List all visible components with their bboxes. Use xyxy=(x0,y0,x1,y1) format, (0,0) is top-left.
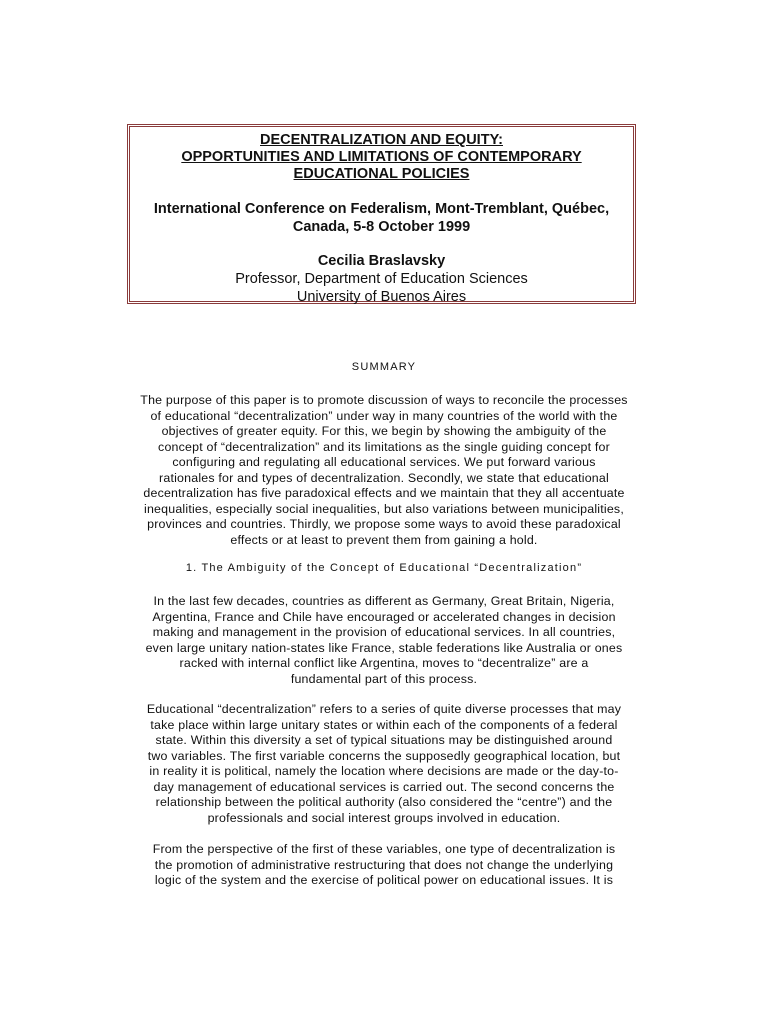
text-line: day management of educational services is carried out. The second concerns the xyxy=(153,779,615,794)
title-line: DECENTRALIZATION AND EQUITY: xyxy=(260,132,503,148)
title-line: OPPORTUNITIES AND LIMITATIONS OF CONTEMPORARY xyxy=(181,149,582,165)
affiliation-line: Professor, Department of Education Sciences xyxy=(235,271,528,287)
text-line: The purpose of this paper is to promote discussion of ways to reconcile the processes xyxy=(140,393,628,407)
text-line: of educational “decentralization” under way in many countries of the world with the xyxy=(150,408,618,423)
section-1-paragraph-1 xyxy=(108,594,660,687)
section-1-heading: 1. The Ambiguity of the Concept of Educational “Decentralization” xyxy=(185,562,583,574)
text-line: making and management in the provision of educational services. In all countries, xyxy=(152,625,616,639)
text-line: In the last few decades, countries as different as Germany, Great Britain, Nigeria, xyxy=(153,594,615,608)
section-1-paragraph-3 xyxy=(108,842,660,889)
text-line: concept of “decentralization” and its limitations as the single guiding concept for xyxy=(158,439,610,454)
text-line: in reality it is political, namely the location where decisions are made or the day-to- xyxy=(149,764,619,778)
text-line: even large unitary nation-states like France, stable federations like Australia or ones xyxy=(145,640,623,655)
text-line: rationales for and types of decentralization. Secondly, we state that educational xyxy=(159,470,609,485)
text-line: racked with internal conflict like Argentina, moves to “decentralize” are a xyxy=(179,656,589,670)
conference-line: Canada, 5-8 October 1999 xyxy=(292,219,471,235)
title-box xyxy=(127,124,636,304)
text-line: inequalities, especially social inequalities, but also variations between municipalities, xyxy=(144,501,624,516)
conference-info xyxy=(140,200,623,236)
summary-paragraph xyxy=(108,393,660,548)
author-affiliation xyxy=(130,270,633,306)
text-line: configuring and regulating all educational services. We put forward various xyxy=(172,455,596,469)
text-line: provinces and countries. Thirdly, we propose some ways to avoid these paradoxical xyxy=(147,517,621,531)
text-line: two variables. The first variable concerns the supposedly geographical location, but xyxy=(147,748,621,763)
text-line: logic of the system and the exercise of political power on educational issues. It is xyxy=(154,873,614,887)
text-line: decentralization has five paradoxical effects and we maintain that they all accentuate xyxy=(143,486,625,500)
section-1-paragraph-2 xyxy=(108,702,660,826)
text-line: state. Within this diversity a set of typical situations may be distinguished around xyxy=(155,733,613,747)
paper-title xyxy=(130,132,633,183)
affiliation-line: University of Buenos Aires xyxy=(296,289,467,305)
title-line: EDUCATIONAL POLICIES xyxy=(293,166,470,182)
text-line: fundamental part of this process. xyxy=(290,671,478,686)
summary-heading: SUMMARY xyxy=(351,361,417,373)
text-line: relationship between the political authority (also considered the “centre”) and the xyxy=(155,795,613,809)
text-line: objectives of greater equity. For this, we begin by showing the ambiguity of the xyxy=(161,424,607,438)
text-line: the promotion of administrative restructuring that does not change the underlying xyxy=(154,857,614,872)
author-name: Cecilia Braslavsky xyxy=(317,253,446,269)
text-line: effects or at least to prevent them from gaining a hold. xyxy=(230,532,538,547)
conference-line: International Conference on Federalism, Mont-Tremblant, Québec, xyxy=(153,201,610,217)
text-line: professionals and social interest groups involved in education. xyxy=(207,810,561,825)
text-line: Educational “decentralization” refers to a series of quite diverse processes that may xyxy=(146,702,622,716)
text-line: Argentina, France and Chile have encouraged or accelerated changes in decision xyxy=(152,609,616,624)
text-line: take place within large unitary states or within each of the components of a federal xyxy=(150,717,618,732)
text-line: From the perspective of the first of these variables, one type of decentralization is xyxy=(152,842,616,856)
